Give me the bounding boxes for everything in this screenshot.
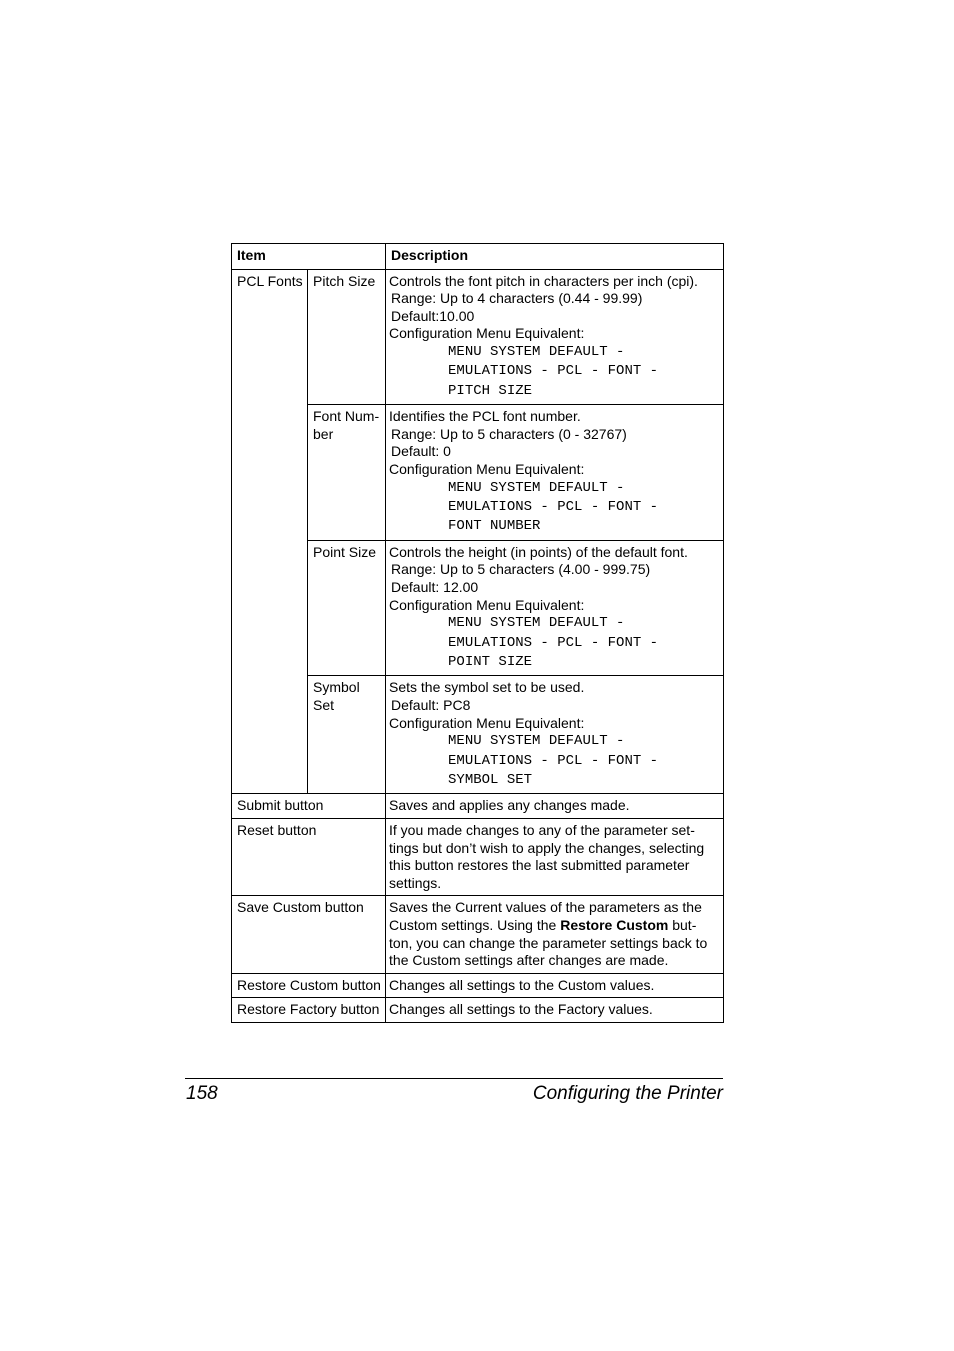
row-label: Point Size — [308, 540, 386, 676]
table-row — [232, 794, 724, 819]
row-label: Save Custom button — [232, 896, 386, 973]
desc-line: the Custom settings after changes are made. — [389, 952, 669, 969]
desc-text: but- — [668, 916, 697, 933]
table-row — [232, 998, 724, 1023]
desc-line: this button restores the last submitted parameter — [389, 857, 690, 874]
header-item: Item — [232, 244, 386, 270]
menu-path-line: MENU SYSTEM DEFAULT - — [448, 615, 625, 632]
desc-line: ton, you can change the parameter settings back to — [389, 934, 708, 951]
menu-path-line: PITCH SIZE — [448, 382, 533, 399]
page-number: 158 — [186, 1083, 218, 1104]
table-row — [232, 973, 724, 998]
row-description — [386, 896, 724, 973]
menu-path-line: EMULATIONS - PCL - FONT - — [448, 752, 659, 769]
row-label-line: Font Num- — [313, 408, 380, 425]
desc-line: Range: Up to 5 characters (4.00 - 999.75) — [391, 561, 651, 578]
desc-line: Sets the symbol set to be used. — [389, 679, 585, 696]
desc-line: Saves the Current values of the parameters as the — [389, 899, 702, 916]
row-description — [386, 973, 724, 998]
row-description — [386, 818, 724, 895]
table-row — [232, 896, 724, 973]
header-description: Description — [386, 244, 724, 270]
menu-path-line: EMULATIONS - PCL - FONT - — [448, 363, 659, 380]
desc-line: Range: Up to 5 characters (0 - 32767) — [391, 425, 627, 442]
row-description — [386, 405, 724, 541]
row-label-line: Symbol — [313, 679, 360, 696]
row-label — [308, 405, 386, 541]
desc-line: Default: 12.00 — [391, 578, 479, 595]
desc-line — [389, 917, 719, 935]
desc-line: Configuration Menu Equivalent: — [389, 460, 585, 477]
menu-path-line: EMULATIONS - PCL - FONT - — [448, 634, 659, 651]
desc-line: Default: 0 — [391, 443, 451, 460]
row-description — [386, 269, 724, 405]
menu-path-line: POINT SIZE — [448, 653, 533, 670]
row-description — [386, 998, 724, 1023]
table-row — [232, 269, 724, 405]
row-description — [386, 540, 724, 676]
desc-line: Changes all settings to the Factory values. — [389, 1001, 653, 1018]
table-row — [232, 818, 724, 895]
desc-line: Controls the font pitch in characters per inch (cpi). — [389, 272, 698, 289]
row-label-line: Set — [313, 696, 335, 713]
menu-path-line: FONT NUMBER — [448, 518, 541, 535]
desc-line: Controls the height (in points) of the default font. — [389, 543, 688, 560]
desc-line: Default:10.00 — [391, 307, 475, 324]
row-description — [386, 676, 724, 794]
desc-line: settings. — [389, 874, 442, 891]
desc-line: Range: Up to 4 characters (0.44 - 99.99) — [391, 290, 643, 307]
menu-path-line: MENU SYSTEM DEFAULT - — [448, 343, 625, 360]
desc-line: Default: PC8 — [391, 696, 471, 713]
footer-rule — [185, 1078, 723, 1079]
menu-path-line: EMULATIONS - PCL - FONT - — [448, 498, 659, 515]
row-label: Pitch Size — [308, 269, 386, 405]
row-label: Submit button — [232, 794, 386, 819]
desc-line: If you made changes to any of the parameter set- — [389, 821, 695, 838]
menu-path-line: SYMBOL SET — [448, 771, 533, 788]
row-label: Reset button — [232, 818, 386, 895]
row-label — [308, 676, 386, 794]
desc-line: Configuration Menu Equivalent: — [389, 596, 585, 613]
restore-custom-term: Restore Custom — [560, 916, 669, 933]
row-description — [386, 794, 724, 819]
desc-line: Changes all settings to the Custom values. — [389, 976, 655, 993]
menu-path-line: MENU SYSTEM DEFAULT - — [448, 479, 625, 496]
desc-line: Saves and applies any changes made. — [389, 797, 630, 814]
row-label: Restore Factory button — [232, 998, 386, 1023]
desc-text: Custom settings. Using the — [389, 916, 561, 933]
row-label-line: ber — [313, 425, 334, 442]
table-header-row — [232, 244, 724, 270]
row-label: Restore Custom button — [232, 973, 386, 998]
desc-line: tings but don’t wish to apply the changes, selecting — [389, 839, 705, 856]
desc-line: Configuration Menu Equivalent: — [389, 325, 585, 342]
footer-title: Configuring the Printer — [532, 1083, 723, 1104]
desc-line: Configuration Menu Equivalent: — [389, 714, 585, 731]
desc-line: Identifies the PCL font number. — [389, 408, 581, 425]
menu-path-line: MENU SYSTEM DEFAULT - — [448, 733, 625, 750]
settings-table — [231, 243, 724, 1023]
group-label-pcl-fonts: PCL Fonts — [232, 269, 308, 794]
